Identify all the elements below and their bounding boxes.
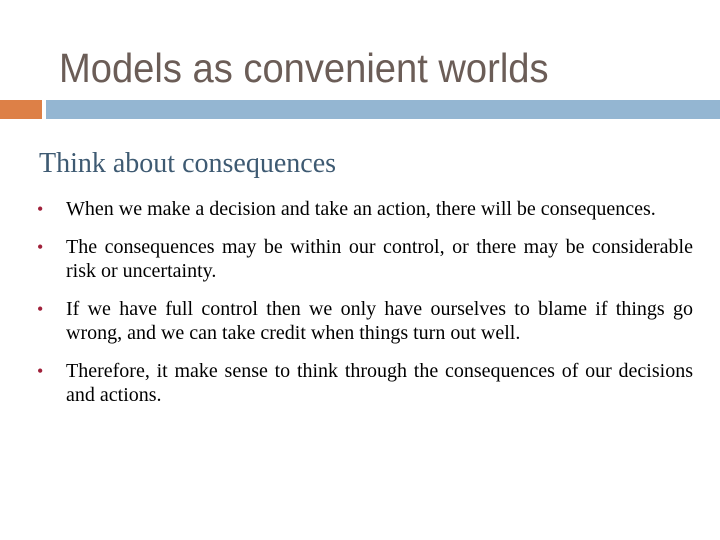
accent-bar-orange (0, 100, 42, 119)
accent-bar-blue (46, 100, 720, 119)
bullet-text: When we make a decision and take an action, there will be consequences. (66, 198, 656, 220)
bullet-item (0, 359, 693, 407)
bullet-text: If we have full control then we only have ourselves to blame if things go wrong, and we can take credit when things turn out well. (66, 298, 693, 344)
slide-title: Models as convenient worlds (59, 45, 549, 91)
bullet-item (0, 235, 693, 283)
section-heading: Think about consequences (39, 148, 337, 179)
bullet-dot-icon: • (37, 299, 44, 319)
bullet-item (0, 197, 693, 221)
bullet-dot-icon: • (37, 237, 44, 257)
bullet-item (0, 297, 693, 345)
bullet-dot-icon: • (37, 199, 44, 219)
bullet-list (0, 197, 720, 421)
bullet-text: Therefore, it make sense to think through the consequences of our decisions and actions. (66, 360, 693, 406)
bullet-text: The consequences may be within our control, or there may be considerable risk or uncertainty. (66, 236, 693, 282)
bullet-dot-icon: • (37, 361, 44, 381)
